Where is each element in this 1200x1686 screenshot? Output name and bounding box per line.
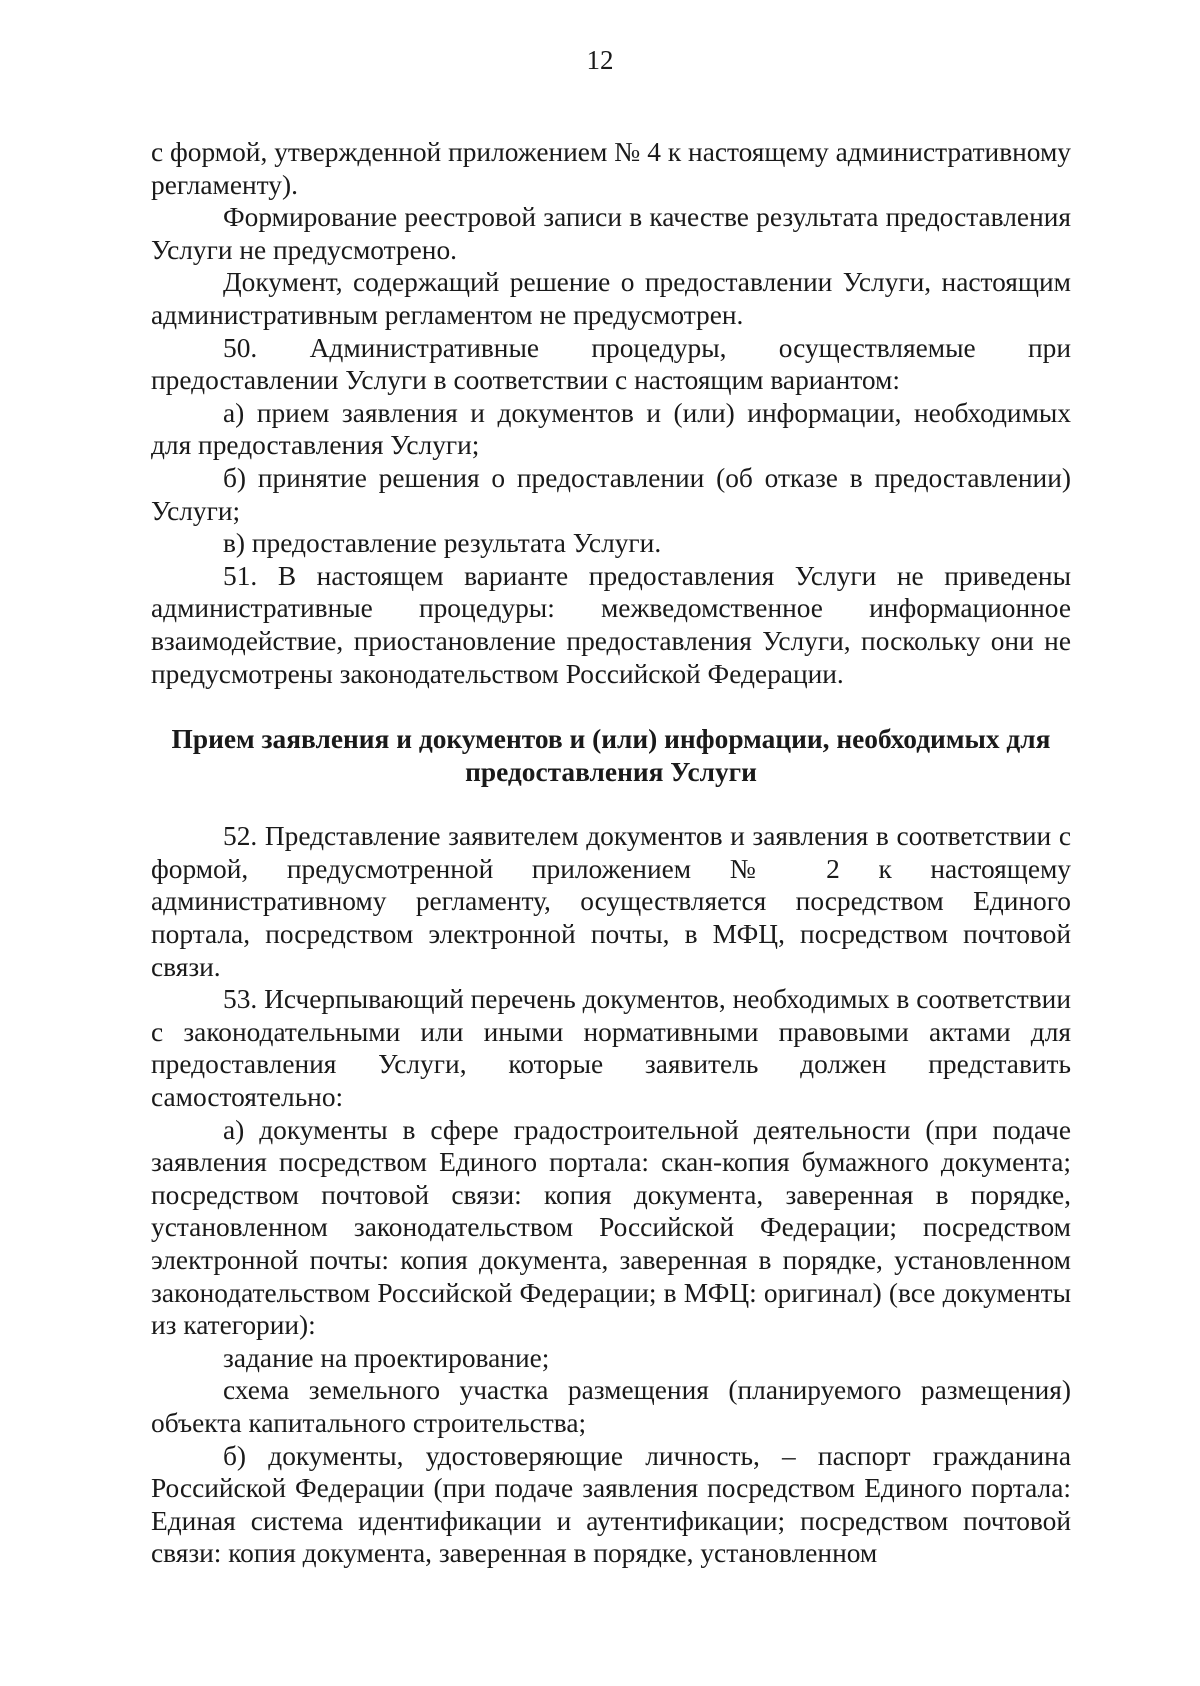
paragraph: с формой, утвержденной приложением № 4 к настоящему административному регламенту).	[151, 137, 1071, 200]
paragraph-item-52: 52. Представление заявителем документов и заявления в соответствии с формой, предусмотренной приложением № 2 к настоящему административному регламенту, осуществляется посредством Единого портала, посредством электронной почты, в МФЦ, посредством почтовой связи.	[151, 821, 1071, 982]
paragraph-item-53: 53. Исчерпывающий перечень документов, необходимых в соответствии с законодательными или иными нормативными правовыми актами для предоставления Услуги, которые заявитель должен представить самостоятельно:	[151, 984, 1071, 1113]
list-item: задание на проектирование;	[223, 1342, 550, 1373]
paragraph: Формирование реестровой записи в качестве результата предоставления Услуги не предусмотрено.	[151, 202, 1071, 265]
page-number: 12	[586, 45, 614, 75]
list-item-a: а) документы в сфере градостроительной деятельности (при подаче заявления посредством Единого портала: скан-копия бумажного документа; посредством почтовой связи: копия документа, заверенная в порядке, установленном законодательством Российской Федерации; посредством электронной почты: копия документа, заверенная в порядке, установленном законодательством Российской Федерации; в МФЦ: оригинал) (все документы из категории):	[151, 1114, 1071, 1341]
list-item: схема земельного участка размещения (планируемого размещения) объекта капитального строительства;	[151, 1375, 1071, 1438]
list-item-b: б) документы, удостоверяющие личность, – паспорт гражданина Российской Федерации (при подаче заявления посредством Единого портала: Единая система идентификации и аутентификации; посредством почтовой связи: копия документа, заверенная в порядке, установленном	[151, 1440, 1071, 1569]
document-body	[151, 136, 1071, 1570]
list-item-a: а) прием заявления и документов и (или) информации, необходимых для предоставления Услуги;	[151, 397, 1071, 461]
list-item-b: б) принятие решения о предоставлении (об отказе в предоставлении) Услуги;	[151, 462, 1071, 526]
list-item-v: в) предоставление результата Услуги.	[223, 528, 662, 559]
paragraph-item-51: 51. В настоящем варианте предоставления Услуги не приведены административные процедуры: межведомственное информационное взаимодействие, приостановление предоставления Услуги, поскольку они не предусмотрены законодательством Российской Федерации.	[151, 560, 1071, 689]
section-heading: Прием заявления и документов и (или) информации, необходимых для предоставления Услуги	[171, 724, 1051, 787]
paragraph: Документ, содержащий решение о предоставлении Услуги, настоящим административным регламентом не предусмотрен.	[151, 267, 1071, 330]
paragraph-item-50: 50. Административные процедуры, осуществляемые при предоставлении Услуги в соответствии с настоящим вариантом:	[151, 332, 1071, 396]
